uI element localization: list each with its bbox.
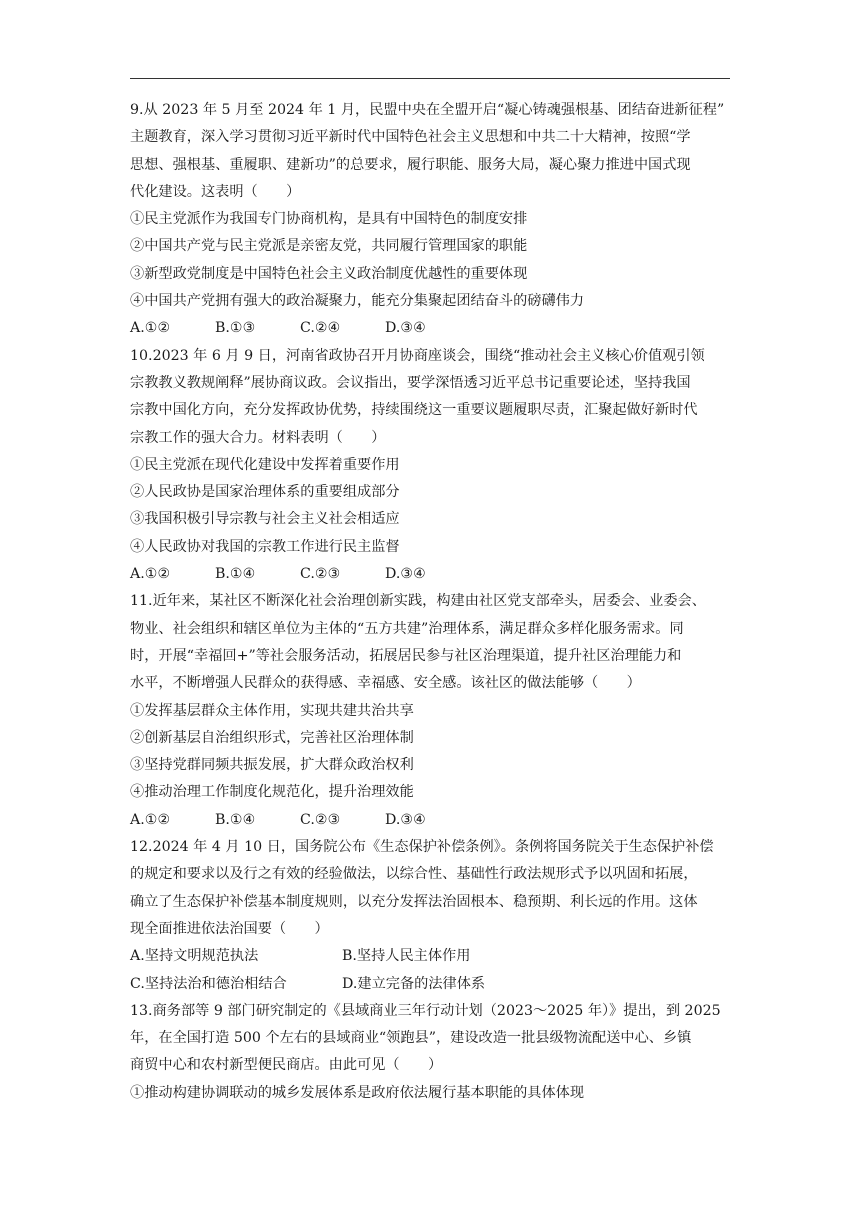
option-d: D.③④ bbox=[385, 811, 426, 828]
question-stem-line: 的规定和要求以及行之有效的经验做法，以综合性、基础性行政法规形式予以巩固和拓展， bbox=[130, 866, 698, 883]
question-stem-line: 12.2024 年 4 月 10 日，国务院公布《生态保护补偿条例》。条例将国务院关于生态保护补偿 bbox=[130, 839, 714, 856]
question-stem-line: 商贸中心和农村新型便民商店。由此可见（ ） bbox=[130, 1057, 443, 1074]
option-c: C.坚持法治和德治相结合 bbox=[130, 975, 287, 992]
statement: ②创新基层自治组织形式，完善社区治理体制 bbox=[130, 729, 414, 746]
statement: ①推动构建协调联动的城乡发展体系是政府依法履行基本职能的具体体现 bbox=[130, 1084, 585, 1101]
question-13 bbox=[130, 998, 730, 1107]
answer-options-row-1 bbox=[130, 943, 730, 970]
question-stem-line: 宗教教义教规阐释”展协商议政。会议指出，要学深悟透习近平总书记重要论述，坚持我国 bbox=[130, 374, 691, 391]
statement: ①民主党派在现代化建设中发挥着重要作用 bbox=[130, 456, 400, 473]
header-rule bbox=[130, 78, 730, 79]
answer-options bbox=[130, 561, 730, 588]
question-stem-line: 10.2023 年 6 月 9 日，河南省政协召开月协商座谈会，围绕“推动社会主义核心价值观引领 bbox=[130, 347, 705, 364]
answer-options bbox=[130, 807, 730, 834]
statement: ④人民政协对我国的宗教工作进行民主监督 bbox=[130, 538, 400, 555]
option-b: B.①④ bbox=[215, 566, 256, 583]
question-stem-line: 13.商务部等 9 部门研究制定的《县域商业三年行动计划（2023～2025 年）》提出，到 2025 bbox=[130, 1002, 721, 1019]
option-a: A.坚持文明规范执法 bbox=[130, 948, 259, 965]
option-d: D.③④ bbox=[385, 320, 426, 337]
question-stem-line: 年，在全国打造 500 个左右的县域商业“领跑县”，建设改造一批县级物流配送中心、乡镇 bbox=[130, 1030, 692, 1047]
question-stem-line: 现全面推进依法治国要（ ） bbox=[130, 920, 329, 937]
statement: ③我国积极引导宗教与社会主义社会相适应 bbox=[130, 511, 400, 528]
option-c: C.②④ bbox=[300, 320, 341, 337]
statement: ③新型政党制度是中国特色社会主义政治制度优越性的重要体现 bbox=[130, 265, 528, 282]
option-b: B.①④ bbox=[215, 811, 256, 828]
question-stem-line: 思想、强根基、重履职、建新功”的总要求，履行职能、服务大局，凝心聚力推进中国式现 bbox=[130, 156, 691, 173]
statement: ①民主党派作为我国专门协商机构，是具有中国特色的制度安排 bbox=[130, 211, 528, 228]
exam-content bbox=[130, 97, 730, 1107]
option-b: B.①③ bbox=[215, 320, 256, 337]
option-a: A.①② bbox=[130, 566, 171, 583]
statement: ④中国共产党拥有强大的政治凝聚力，能充分集聚起团结奋斗的磅礴伟力 bbox=[130, 293, 585, 310]
question-10 bbox=[130, 343, 730, 589]
question-stem-line: 11.近年来，某社区不断深化社会治理创新实践，构建由社区党支部牵头，居委会、业委会、 bbox=[130, 593, 706, 610]
question-12 bbox=[130, 834, 730, 998]
option-d: D.建立完备的法律体系 bbox=[342, 975, 486, 992]
question-9 bbox=[130, 97, 730, 343]
statement: ③坚持党群同频共振发展，扩大群众政治权利 bbox=[130, 757, 414, 774]
statement: ②人民政协是国家治理体系的重要组成部分 bbox=[130, 484, 400, 501]
option-d: D.③④ bbox=[385, 566, 426, 583]
question-stem-line: 宗教中国化方向，充分发挥政协优势，持续围绕这一重要议题履职尽责，汇聚起做好新时代 bbox=[130, 402, 698, 419]
question-stem-line: 代化建设。这表明（ ） bbox=[130, 183, 301, 200]
question-stem-line: 水平，不断增强人民群众的获得感、幸福感、安全感。该社区的做法能够（ ） bbox=[130, 675, 641, 692]
option-c: C.②③ bbox=[300, 566, 341, 583]
question-stem-line: 9.从 2023 年 5 月至 2024 年 1 月，民盟中央在全盟开启“凝心铸魂强根基、团结奋进新征程” bbox=[130, 102, 725, 118]
question-stem-line: 确立了生态保护补偿基本制度规则，以充分发挥法治固根本、稳预期、利长远的作用。这体 bbox=[130, 893, 698, 910]
answer-options bbox=[130, 315, 730, 342]
question-stem-line: 物业、社会组织和辖区单位为主体的“五方共建”治理体系，满足群众多样化服务需求。同 bbox=[130, 620, 684, 637]
question-stem-line: 时，开展“幸福回+”等社会服务活动，拓展居民参与社区治理渠道，提升社区治理能力和 bbox=[130, 647, 682, 664]
option-b: B.坚持人民主体作用 bbox=[342, 948, 471, 965]
option-c: C.②③ bbox=[300, 811, 341, 828]
answer-options-row-2 bbox=[130, 971, 730, 998]
option-a: A.①② bbox=[130, 811, 171, 828]
statement: ②中国共产党与民主党派是亲密友党，共同履行管理国家的职能 bbox=[130, 238, 528, 255]
question-11 bbox=[130, 588, 730, 834]
question-stem-line: 宗教工作的强大合力。材料表明（ ） bbox=[130, 429, 386, 446]
statement: ①发挥基层群众主体作用，实现共建共治共享 bbox=[130, 702, 414, 719]
option-a: A.①② bbox=[130, 320, 171, 337]
question-stem-line: 主题教育，深入学习贯彻习近平新时代中国特色社会主义思想和中共二十大精神，按照“学 bbox=[130, 129, 691, 146]
statement: ④推动治理工作制度化规范化，提升治理效能 bbox=[130, 784, 414, 801]
